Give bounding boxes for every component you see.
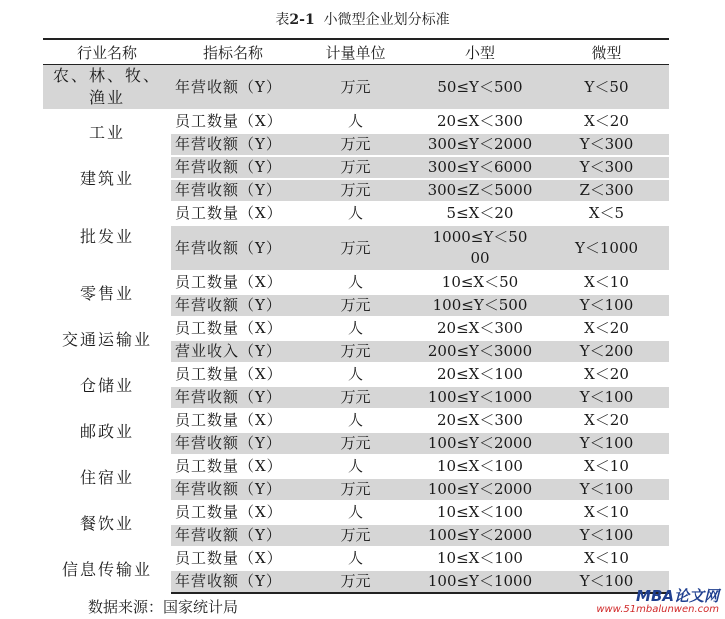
unit-cell: 万元 xyxy=(295,478,416,501)
indicator-cell: 员工数量（X） xyxy=(171,202,295,225)
micro-threshold-cell: Y＜1000 xyxy=(544,225,669,271)
header-indicator: 指标名称 xyxy=(171,39,295,65)
industry-name-cell: 零售业 xyxy=(43,271,171,317)
indicator-cell: 年营收额（Y） xyxy=(171,570,295,593)
micro-threshold-cell: X＜20 xyxy=(544,363,669,386)
header-industry: 行业名称 xyxy=(43,39,171,65)
indicator-cell: 员工数量（X） xyxy=(171,455,295,478)
indicator-cell: 员工数量（X） xyxy=(171,547,295,570)
micro-threshold-cell: X＜20 xyxy=(544,110,669,133)
header-micro: 微型 xyxy=(544,39,669,65)
indicator-cell: 年营收额（Y） xyxy=(171,432,295,455)
table-row xyxy=(43,455,669,478)
industry-name-cell: 批发业 xyxy=(43,202,171,271)
industry-name-cell: 信息传输业 xyxy=(43,547,171,593)
small-threshold-cell: 100≤Y＜1000 xyxy=(416,386,544,409)
header-small: 小型 xyxy=(416,39,544,65)
unit-cell: 人 xyxy=(295,110,416,133)
caption-title: 小微型企业划分标准 xyxy=(323,12,450,28)
micro-threshold-cell: Y＜100 xyxy=(544,386,669,409)
watermark-title: MBA论文网 xyxy=(636,587,719,605)
enterprise-classification-table xyxy=(43,38,669,594)
table-row xyxy=(43,547,669,570)
micro-threshold-cell: Y＜100 xyxy=(544,524,669,547)
micro-threshold-cell: Y＜100 xyxy=(544,570,669,593)
small-threshold-cell: 100≤Y＜500 xyxy=(416,294,544,317)
micro-threshold-cell: X＜10 xyxy=(544,455,669,478)
unit-cell: 人 xyxy=(295,317,416,340)
unit-cell: 人 xyxy=(295,501,416,524)
industry-name-cell: 住宿业 xyxy=(43,455,171,501)
small-threshold-cell: 10≤X＜100 xyxy=(416,547,544,570)
table-row xyxy=(43,271,669,294)
header-unit: 计量单位 xyxy=(295,39,416,65)
micro-threshold-cell: Y＜100 xyxy=(544,432,669,455)
industry-name-cell: 餐饮业 xyxy=(43,501,171,547)
table-row xyxy=(43,363,669,386)
indicator-cell: 年营收额（Y） xyxy=(171,524,295,547)
micro-threshold-cell: X＜10 xyxy=(544,547,669,570)
indicator-cell: 员工数量（X） xyxy=(171,409,295,432)
indicator-cell: 年营收额（Y） xyxy=(171,179,295,202)
industry-name-cell: 农、林、牧、渔业 xyxy=(43,65,171,111)
unit-cell: 万元 xyxy=(295,179,416,202)
indicator-cell: 员工数量（X） xyxy=(171,317,295,340)
unit-cell: 人 xyxy=(295,363,416,386)
small-threshold-cell: 100≤Y＜1000 xyxy=(416,570,544,593)
table-row xyxy=(43,501,669,524)
micro-threshold-cell: Z＜300 xyxy=(544,179,669,202)
table-header-row xyxy=(43,39,669,65)
small-threshold-cell: 100≤Y＜2000 xyxy=(416,478,544,501)
unit-cell: 万元 xyxy=(295,524,416,547)
small-threshold-cell: 1000≤Y＜5000 xyxy=(416,225,544,271)
unit-cell: 万元 xyxy=(295,133,416,156)
indicator-cell: 员工数量（X） xyxy=(171,110,295,133)
small-threshold-cell: 200≤Y＜3000 xyxy=(416,340,544,363)
industry-name-cell: 工业 xyxy=(43,110,171,156)
data-source-note: 数据来源：国家统计局 xyxy=(88,598,239,616)
unit-cell: 万元 xyxy=(295,65,416,111)
unit-cell: 人 xyxy=(295,202,416,225)
micro-threshold-cell: Y＜100 xyxy=(544,294,669,317)
small-threshold-cell: 50≤Y＜500 xyxy=(416,65,544,111)
small-threshold-cell: 100≤Y＜2000 xyxy=(416,524,544,547)
indicator-cell: 年营收额（Y） xyxy=(171,294,295,317)
small-threshold-cell: 300≤Y＜6000 xyxy=(416,156,544,179)
indicator-cell: 员工数量（X） xyxy=(171,271,295,294)
standards-table-wrapper xyxy=(43,38,669,594)
micro-threshold-cell: X＜20 xyxy=(544,409,669,432)
unit-cell: 万元 xyxy=(295,225,416,271)
unit-cell: 万元 xyxy=(295,294,416,317)
small-threshold-cell: 20≤X＜300 xyxy=(416,317,544,340)
industry-name-cell: 仓储业 xyxy=(43,363,171,409)
micro-threshold-cell: X＜10 xyxy=(544,271,669,294)
indicator-cell: 年营收额（Y） xyxy=(171,225,295,271)
small-threshold-cell: 20≤X＜300 xyxy=(416,110,544,133)
small-threshold-cell: 10≤X＜100 xyxy=(416,455,544,478)
watermark-logo xyxy=(596,588,719,616)
small-threshold-cell: 100≤Y＜2000 xyxy=(416,432,544,455)
indicator-cell: 年营收额（Y） xyxy=(171,386,295,409)
micro-threshold-cell: X＜10 xyxy=(544,501,669,524)
caption-number: 2-1 xyxy=(289,12,315,28)
table-row xyxy=(43,156,669,179)
small-threshold-cell: 10≤X＜50 xyxy=(416,271,544,294)
micro-threshold-cell: X＜20 xyxy=(544,317,669,340)
indicator-cell: 年营收额（Y） xyxy=(171,65,295,111)
unit-cell: 万元 xyxy=(295,386,416,409)
unit-cell: 人 xyxy=(295,455,416,478)
small-threshold-cell: 20≤X＜100 xyxy=(416,363,544,386)
micro-threshold-cell: X＜5 xyxy=(544,202,669,225)
unit-cell: 人 xyxy=(295,271,416,294)
table-caption xyxy=(0,9,725,29)
indicator-cell: 员工数量（X） xyxy=(171,363,295,386)
small-threshold-cell: 300≤Z＜5000 xyxy=(416,179,544,202)
micro-threshold-cell: Y＜300 xyxy=(544,133,669,156)
indicator-cell: 年营收额（Y） xyxy=(171,133,295,156)
unit-cell: 人 xyxy=(295,547,416,570)
unit-cell: 万元 xyxy=(295,432,416,455)
table-row xyxy=(43,202,669,225)
industry-name-cell: 邮政业 xyxy=(43,409,171,455)
table-row xyxy=(43,317,669,340)
unit-cell: 万元 xyxy=(295,340,416,363)
table-row xyxy=(43,110,669,133)
indicator-cell: 营业收入（Y） xyxy=(171,340,295,363)
small-threshold-cell: 300≤Y＜2000 xyxy=(416,133,544,156)
unit-cell: 万元 xyxy=(295,570,416,593)
table-body xyxy=(43,65,669,594)
indicator-cell: 员工数量（X） xyxy=(171,501,295,524)
indicator-cell: 年营收额（Y） xyxy=(171,156,295,179)
industry-name-cell: 交通运输业 xyxy=(43,317,171,363)
unit-cell: 万元 xyxy=(295,156,416,179)
small-threshold-cell: 20≤X＜300 xyxy=(416,409,544,432)
micro-threshold-cell: Y＜50 xyxy=(544,65,669,111)
unit-cell: 人 xyxy=(295,409,416,432)
micro-threshold-cell: Y＜300 xyxy=(544,156,669,179)
micro-threshold-cell: Y＜100 xyxy=(544,478,669,501)
table-row xyxy=(43,65,669,111)
small-threshold-cell: 5≤X＜20 xyxy=(416,202,544,225)
watermark-url: www.51mbalunwen.com xyxy=(596,604,719,615)
table-row xyxy=(43,409,669,432)
indicator-cell: 年营收额（Y） xyxy=(171,478,295,501)
industry-name-cell: 建筑业 xyxy=(43,156,171,202)
micro-threshold-cell: Y＜200 xyxy=(544,340,669,363)
small-threshold-cell: 10≤X＜100 xyxy=(416,501,544,524)
caption-prefix: 表 xyxy=(275,12,290,28)
